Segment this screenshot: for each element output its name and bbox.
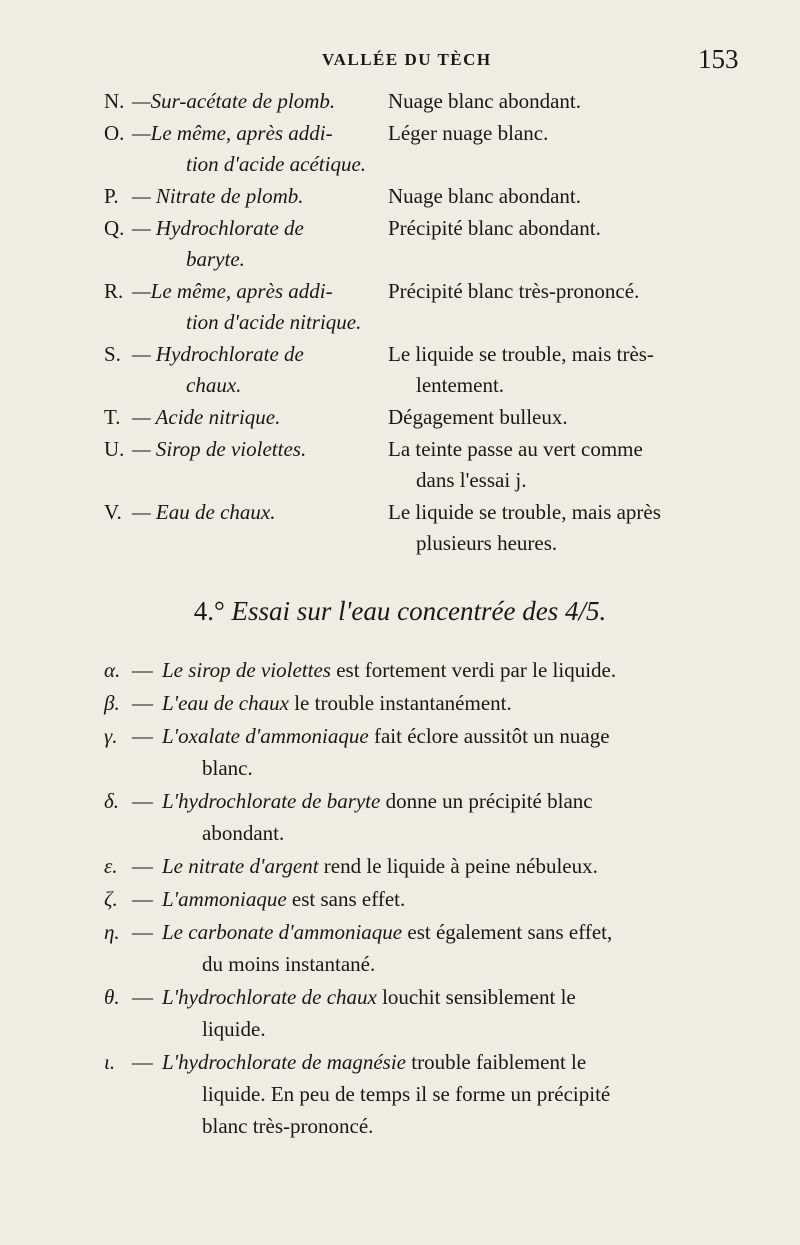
item-continuation: liquide.: [202, 1017, 266, 1041]
observation-item: [104, 654, 744, 686]
result-line: Nuage blanc abondant.: [388, 184, 582, 208]
row-result: [384, 434, 764, 496]
reagent-line: chaux.: [186, 373, 242, 397]
item-dash: —: [132, 691, 153, 715]
table-row: [104, 86, 764, 117]
reagent-line: tion d'acide acétique.: [186, 152, 367, 176]
item-mark: γ.: [104, 724, 118, 748]
item-dash: —: [132, 1050, 153, 1074]
item-dash: —: [132, 985, 153, 1009]
item-dash: —: [132, 920, 153, 944]
row-reagent: [132, 86, 384, 117]
result-line: Précipité blanc abondant.: [388, 216, 601, 240]
reagent-line: — Hydrochlorate de: [132, 342, 304, 366]
row-result: [384, 86, 764, 117]
result-line: Le liquide se trouble, mais après: [388, 500, 661, 524]
reagent-line: — Eau de chaux.: [132, 500, 276, 524]
item-dash: —: [132, 724, 153, 748]
item-continuation: blanc.: [202, 756, 253, 780]
item-mark: ε.: [104, 854, 118, 878]
row-letter: O.: [104, 121, 125, 145]
item-dash: —: [132, 854, 153, 878]
table-row: [104, 276, 764, 338]
item-text: est sans effet.: [286, 887, 406, 911]
table-row: [104, 339, 764, 401]
item-text: louchit sensiblement le: [376, 985, 576, 1009]
item-subject: Le carbonate d'ammoniaque: [162, 920, 403, 944]
item-mark: α.: [104, 658, 121, 682]
row-result: [384, 339, 764, 401]
row-result: [384, 497, 764, 559]
reagent-line: — Sirop de violettes.: [132, 437, 307, 461]
result-line: Nuage blanc abondant.: [388, 89, 582, 113]
table-row: [104, 213, 764, 275]
observation-item: [104, 1046, 744, 1142]
page-number: 153: [698, 44, 739, 74]
reagent-line: —Le même, après addi-: [132, 279, 333, 303]
row-letter: S.: [104, 342, 121, 366]
item-mark: ζ.: [104, 887, 118, 911]
result-line: plusieurs heures.: [416, 531, 558, 555]
item-mark: β.: [104, 691, 120, 715]
section-title: [0, 596, 800, 627]
item-subject: L'hydrochlorate de magnésie: [162, 1050, 407, 1074]
observation-item: [104, 981, 744, 1045]
section-title-text: Essai sur l'eau concentrée des 4/5.: [231, 596, 607, 626]
item-dash: —: [132, 658, 153, 682]
item-continuation: du moins instantané.: [202, 952, 376, 976]
row-letter: N.: [104, 89, 125, 113]
item-subject: L'hydrochlorate de chaux: [162, 985, 377, 1009]
table-row: [104, 181, 764, 212]
item-continuation: abondant.: [202, 821, 285, 845]
row-letter: Q.: [104, 216, 125, 240]
result-line: Le liquide se trouble, mais très-: [388, 342, 654, 366]
item-text: fait éclore aussitôt un nuage: [368, 724, 610, 748]
row-result: [384, 118, 764, 180]
row-reagent: [132, 181, 384, 212]
item-dash: —: [132, 887, 153, 911]
item-subject: Le nitrate d'argent: [162, 854, 319, 878]
analysis-table: [104, 86, 764, 560]
item-continuation: blanc très-prononcé.: [202, 1114, 374, 1138]
row-result: [384, 402, 764, 433]
result-line: lentement.: [416, 373, 505, 397]
item-subject: L'eau de chaux: [162, 691, 289, 715]
table-row: [104, 434, 764, 496]
item-text: est fortement verdi par le liquide.: [330, 658, 617, 682]
observation-item: [104, 916, 744, 980]
observation-item: [104, 720, 744, 784]
reagent-line: —Le même, après addi-: [132, 121, 333, 145]
item-text: rend le liquide à peine nébuleux.: [318, 854, 598, 878]
item-dash: —: [132, 789, 153, 813]
item-text: trouble faiblement le: [406, 1050, 587, 1074]
row-reagent: [132, 213, 384, 275]
observations-list: [104, 654, 744, 1143]
reagent-line: —Sur-acétate de plomb.: [132, 89, 336, 113]
item-mark: η.: [104, 920, 120, 944]
result-line: Précipité blanc très-prononcé.: [388, 279, 640, 303]
row-letter: T.: [104, 405, 121, 429]
observation-item: [104, 883, 744, 915]
row-letter: U.: [104, 437, 125, 461]
result-line: dans l'essai j.: [416, 468, 527, 492]
row-letter: V.: [104, 500, 122, 524]
result-line: Léger nuage blanc.: [388, 121, 549, 145]
running-title: VALLÉE DU TÈCH: [322, 50, 492, 69]
reagent-line: — Nitrate de plomb.: [132, 184, 304, 208]
row-reagent: [132, 434, 384, 496]
row-reagent: [132, 497, 384, 559]
item-subject: L'oxalate d'ammoniaque: [162, 724, 369, 748]
item-mark: δ.: [104, 789, 120, 813]
item-mark: θ.: [104, 985, 120, 1009]
item-text: donne un précipité blanc: [380, 789, 593, 813]
row-letter: P.: [104, 184, 119, 208]
reagent-line: — Acide nitrique.: [132, 405, 281, 429]
observation-item: [104, 785, 744, 849]
row-result: [384, 276, 764, 338]
observation-item: [104, 850, 744, 882]
section-number: 4.°: [193, 596, 225, 626]
item-subject: L'hydrochlorate de baryte: [162, 789, 381, 813]
row-letter: R.: [104, 279, 124, 303]
row-reagent: [132, 402, 384, 433]
row-reagent: [132, 276, 384, 338]
row-reagent: [132, 118, 384, 180]
result-line: Dégagement bulleux.: [388, 405, 568, 429]
item-subject: Le sirop de violettes: [162, 658, 331, 682]
item-continuation: liquide. En peu de temps il se forme un précipité: [202, 1082, 611, 1106]
result-line: La teinte passe au vert comme: [388, 437, 643, 461]
observation-item: [104, 687, 744, 719]
item-subject: L'ammoniaque: [162, 887, 287, 911]
row-result: [384, 213, 764, 275]
item-text: le trouble instantanément.: [288, 691, 512, 715]
item-text: est également sans effet,: [402, 920, 613, 944]
item-mark: ι.: [104, 1050, 116, 1074]
table-row: [104, 402, 764, 433]
table-row: [104, 497, 764, 559]
reagent-line: baryte.: [186, 247, 245, 271]
reagent-line: tion d'acide nitrique.: [186, 310, 362, 334]
reagent-line: — Hydrochlorate de: [132, 216, 304, 240]
page-header: [0, 44, 800, 74]
row-result: [384, 181, 764, 212]
row-reagent: [132, 339, 384, 401]
table-row: [104, 118, 764, 180]
